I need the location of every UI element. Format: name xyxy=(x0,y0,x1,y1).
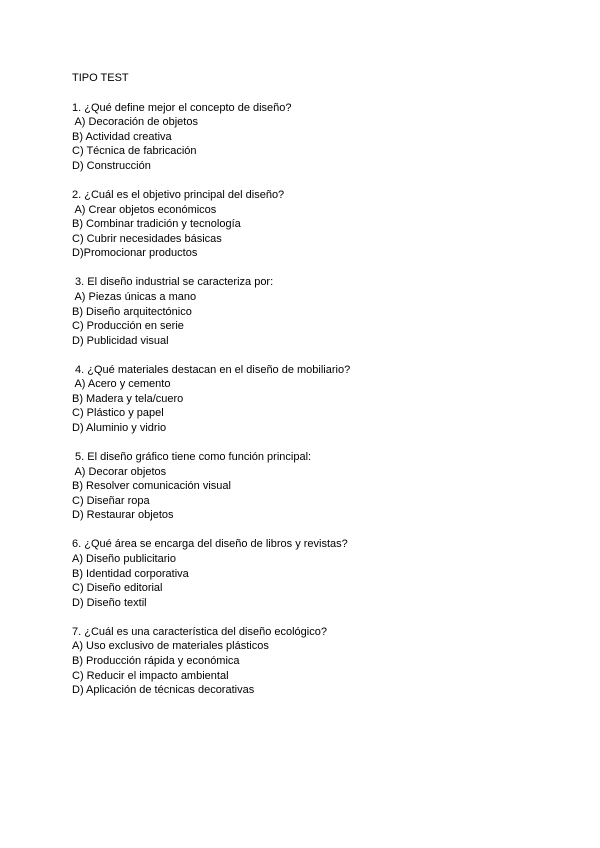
option-b: B) Resolver comunicación visual xyxy=(72,480,231,493)
option-b: B) Actividad creativa xyxy=(72,130,172,143)
option-a: A) Diseño publicitario xyxy=(72,552,176,565)
option-d: D) Publicidad visual xyxy=(72,334,169,347)
question-text: 4. ¿Qué materiales destacan en el diseño de mobiliario? xyxy=(72,363,351,376)
option-a: A) Decorar objetos xyxy=(72,465,167,478)
option-a: A) Decoración de objetos xyxy=(72,116,198,129)
option-c: C) Técnica de fabricación xyxy=(72,145,197,158)
question-text: 1. ¿Qué define mejor el concepto de diseño? xyxy=(72,101,292,114)
question-5 xyxy=(72,450,572,523)
option-a: A) Uso exclusivo de materiales plásticos xyxy=(72,640,269,653)
question-6 xyxy=(72,537,572,610)
option-b: B) Madera y tela/cuero xyxy=(72,392,184,405)
document-page xyxy=(72,71,572,712)
question-3 xyxy=(72,275,572,348)
question-text: 6. ¿Qué área se encarga del diseño de libros y revistas? xyxy=(72,538,348,551)
question-1 xyxy=(72,101,572,174)
option-a: A) Crear objetos económicos xyxy=(72,203,217,216)
question-4 xyxy=(72,363,572,436)
option-c: C) Diseño editorial xyxy=(72,582,163,595)
option-c: C) Producción en serie xyxy=(72,320,184,333)
option-a: A) Acero y cemento xyxy=(72,378,171,391)
option-c: C) Plástico y papel xyxy=(72,407,164,420)
option-d: D) Aluminio y vidrio xyxy=(72,422,167,435)
option-b: B) Identidad corporativa xyxy=(72,567,189,580)
option-d: D)Promocionar productos xyxy=(72,247,198,260)
question-7 xyxy=(72,625,572,698)
option-c: C) Cubrir necesidades básicas xyxy=(72,232,222,245)
option-b: B) Diseño arquitectónico xyxy=(72,305,192,318)
option-d: D) Restaurar objetos xyxy=(72,509,174,522)
option-b: B) Producción rápida y económica xyxy=(72,654,240,667)
question-2 xyxy=(72,188,572,261)
option-d: D) Aplicación de técnicas decorativas xyxy=(72,684,255,697)
question-text: 5. El diseño gráfico tiene como función principal: xyxy=(72,451,312,464)
question-text: 2. ¿Cuál es el objetivo principal del diseño? xyxy=(72,188,285,201)
question-text: 7. ¿Cuál es una característica del diseño ecológico? xyxy=(72,625,327,638)
option-a: A) Piezas únicas a mano xyxy=(72,290,197,303)
option-d: D) Diseño textil xyxy=(72,596,147,609)
option-c: C) Diseñar ropa xyxy=(72,494,150,507)
question-text: 3. El diseño industrial se caracteriza por: xyxy=(72,276,274,289)
option-b: B) Combinar tradición y tecnología xyxy=(72,218,241,231)
option-c: C) Reducir el impacto ambiental xyxy=(72,669,229,682)
option-d: D) Construcción xyxy=(72,159,151,172)
page-title: TIPO TEST xyxy=(72,72,129,84)
